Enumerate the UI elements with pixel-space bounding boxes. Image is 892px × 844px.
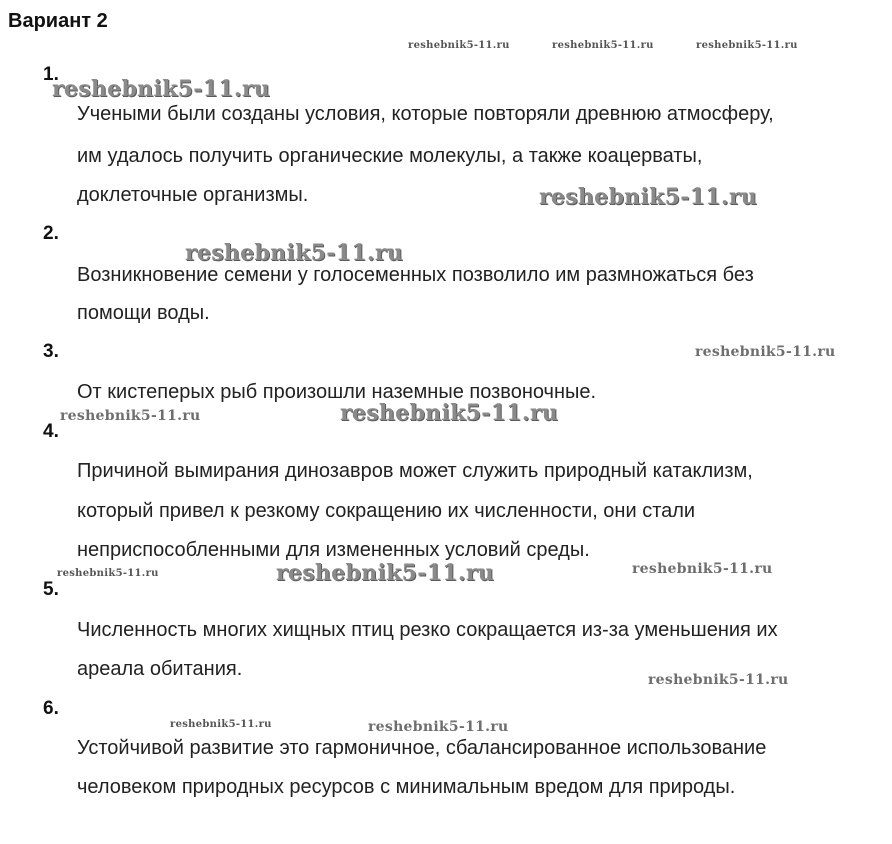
answer-6-line-2: человеком природных ресурсов с минимальным вредом для природы. bbox=[77, 776, 736, 798]
answer-2-line-1: Возникновение семени у голосеменных позволило им размножаться без bbox=[77, 264, 754, 286]
answer-number-5: 5. bbox=[43, 579, 59, 600]
answer-3-line-1: От кистеперых рыб произошли наземные позвоночные. bbox=[77, 381, 597, 403]
answer-5-line-2: ареала обитания. bbox=[77, 658, 243, 680]
page-title: Вариант 2 bbox=[8, 10, 108, 32]
answer-4-line-2: который привел к резкому сокращению их численности, они стали bbox=[77, 500, 696, 522]
answer-4-line-3: неприспособленными для измененных условий среды. bbox=[77, 539, 590, 561]
answer-5-line-1: Численность многих хищных птиц резко сокращается из-за уменьшения их bbox=[77, 619, 778, 641]
answer-1-line-1: Учеными были созданы условия, которые повторяли древнюю атмосферу, bbox=[77, 103, 774, 125]
watermark: reshebnik5-11.ru bbox=[648, 672, 789, 688]
watermark: reshebnik5-11.ru bbox=[52, 76, 271, 102]
watermark: reshebnik5-11.ru bbox=[185, 240, 404, 266]
answer-1-line-3: доклеточные организмы. bbox=[77, 184, 309, 206]
watermark: reshebnik5-11.ru bbox=[57, 568, 159, 579]
answer-number-6: 6. bbox=[43, 698, 59, 719]
answer-number-1: 1. bbox=[43, 64, 59, 85]
watermark: reshebnik5-11.ru bbox=[60, 408, 201, 424]
watermark: reshebnik5-11.ru bbox=[696, 40, 798, 51]
watermark: reshebnik5-11.ru bbox=[170, 719, 272, 730]
watermark: reshebnik5-11.ru bbox=[276, 560, 495, 586]
watermark: reshebnik5-11.ru bbox=[539, 184, 758, 210]
answer-6-line-1: Устойчивой развитие это гармоничное, сбалансированное использование bbox=[77, 737, 767, 759]
answer-number-2: 2. bbox=[43, 223, 59, 244]
answer-number-4: 4. bbox=[43, 421, 59, 442]
watermark: reshebnik5-11.ru bbox=[408, 40, 510, 51]
watermark: reshebnik5-11.ru bbox=[695, 344, 836, 360]
watermark: reshebnik5-11.ru bbox=[340, 400, 559, 426]
watermark: reshebnik5-11.ru bbox=[632, 561, 773, 577]
watermark: reshebnik5-11.ru bbox=[368, 719, 509, 735]
answer-2-line-2: помощи воды. bbox=[77, 302, 210, 324]
answer-number-3: 3. bbox=[43, 341, 59, 362]
answer-1-line-2: им удалось получить органические молекулы, а также коацерваты, bbox=[77, 145, 703, 167]
watermark: reshebnik5-11.ru bbox=[552, 40, 654, 51]
answer-4-line-1: Причиной вымирания динозавров может служить природный катаклизм, bbox=[77, 460, 753, 482]
